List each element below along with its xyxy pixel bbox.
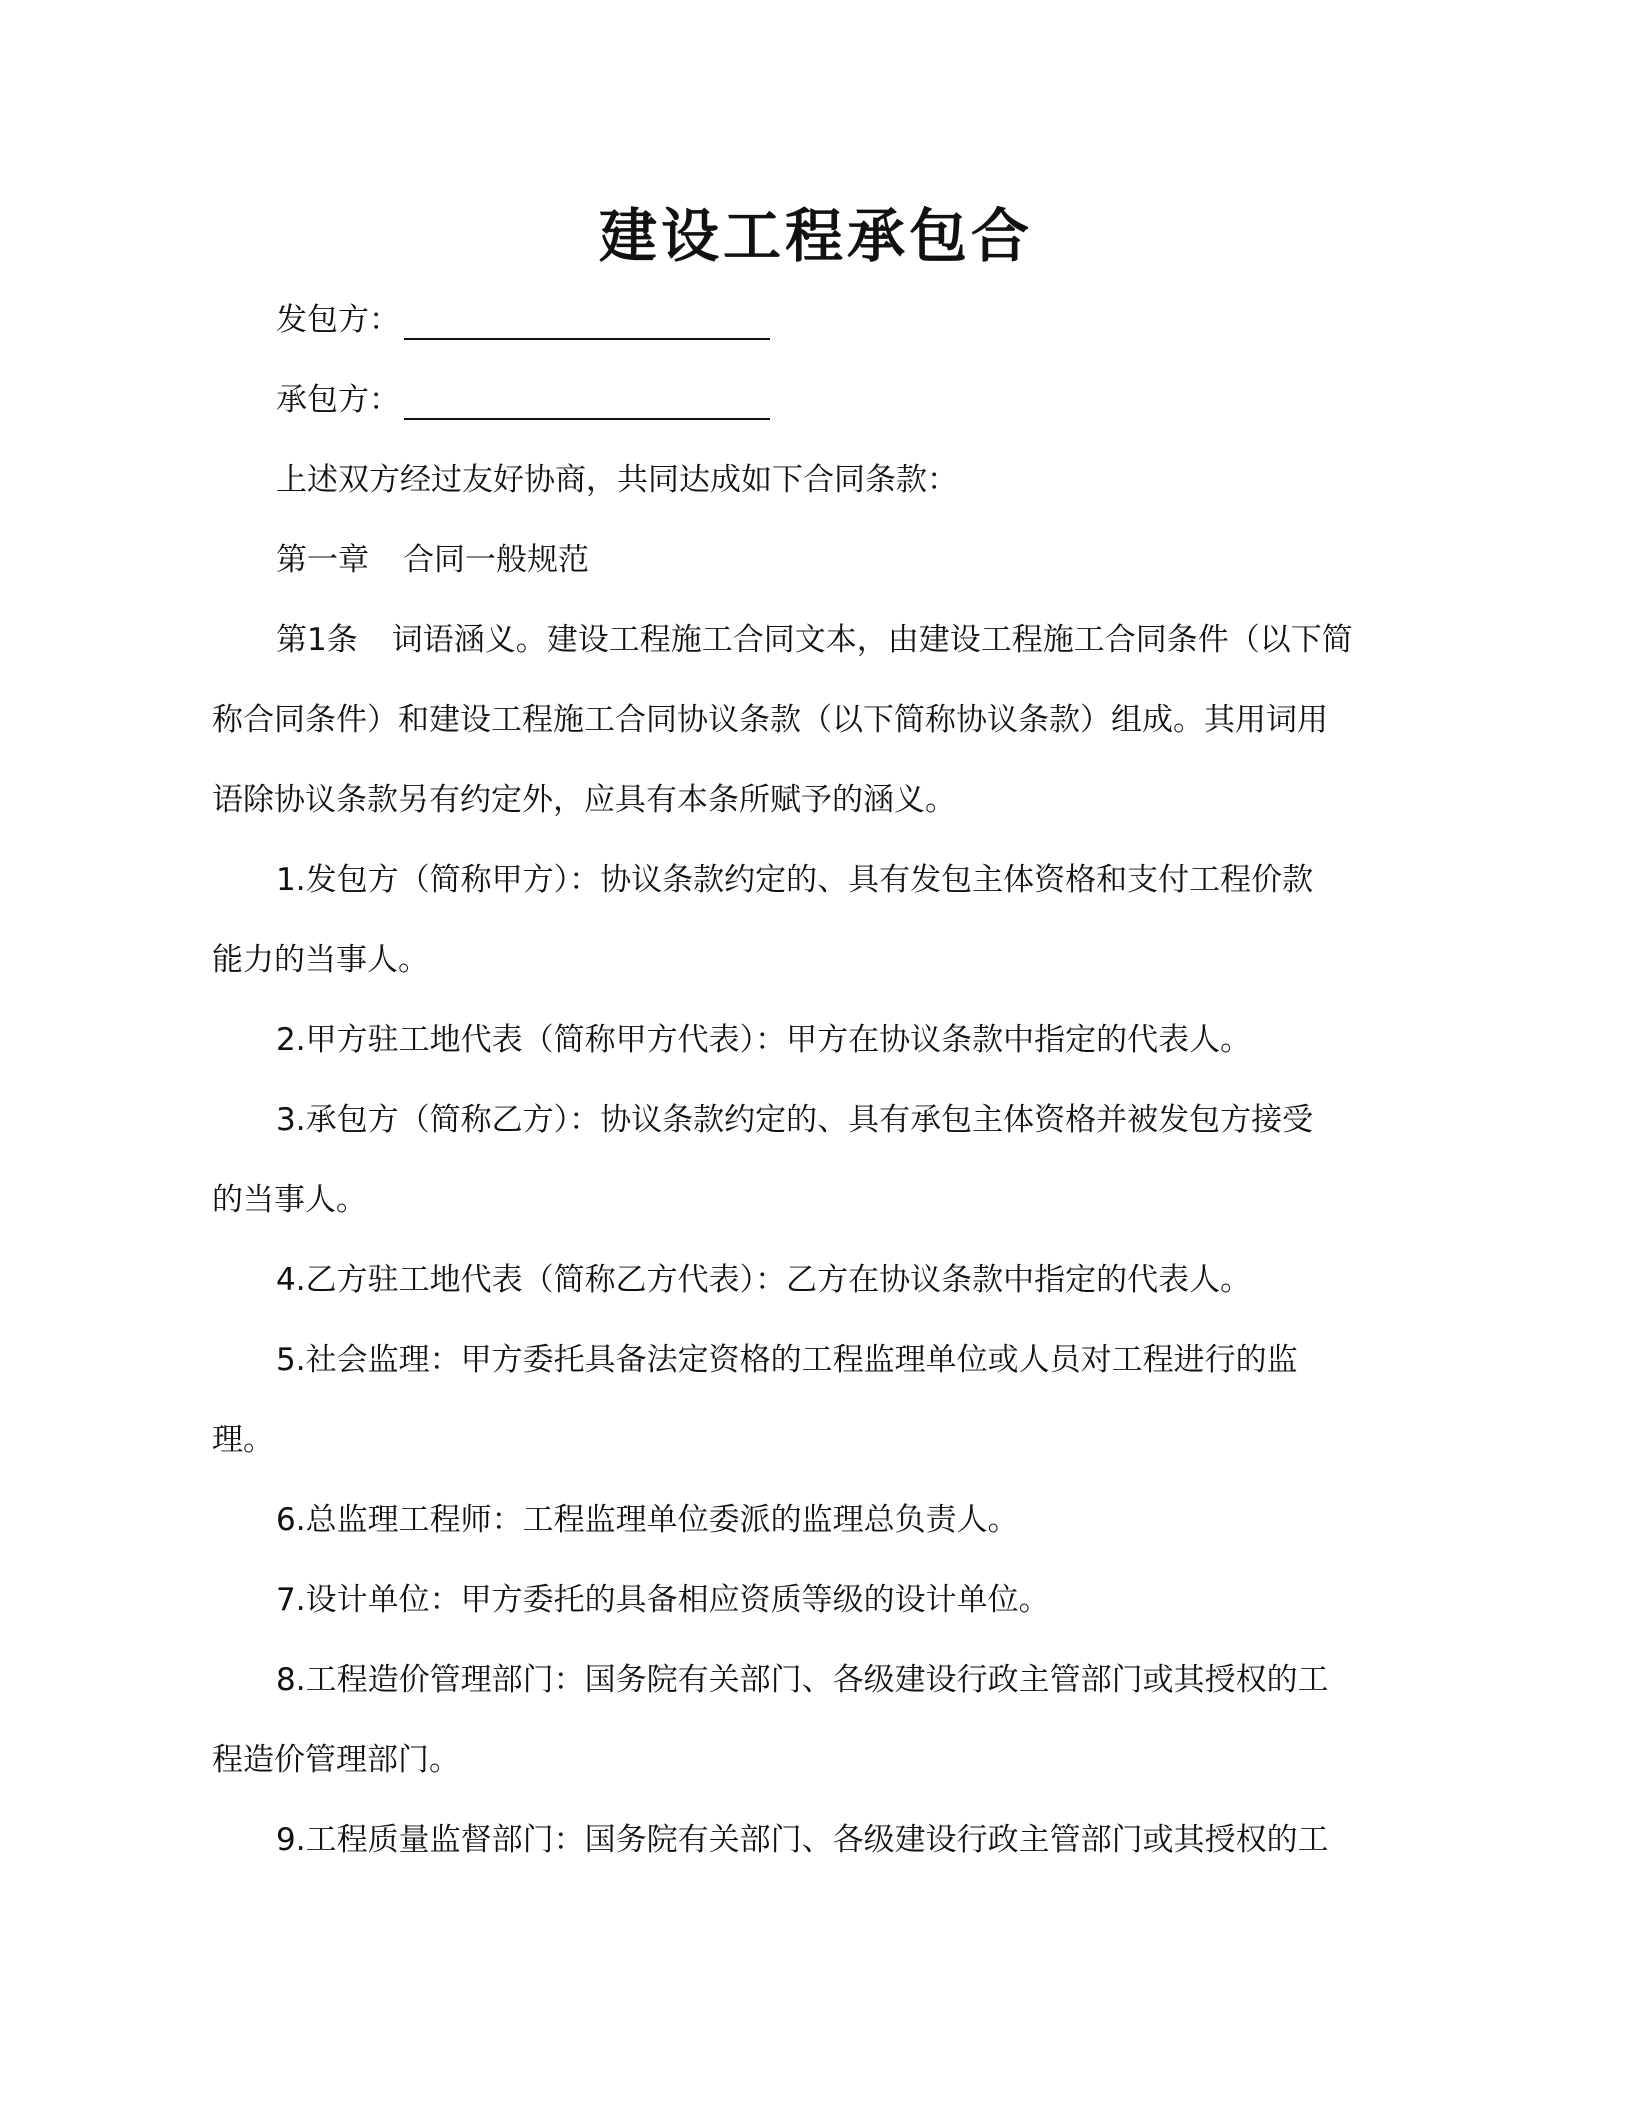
party-b-blank[interactable]	[404, 386, 770, 420]
party-a-label: 发包方：	[276, 302, 400, 338]
item-3-line-1: 3.承包方（简称乙方）：协议条款约定的、具有承包主体资格并被发包方接受	[276, 1102, 1314, 1138]
item-5-line-1: 5.社会监理：甲方委托具备法定资格的工程监理单位或人员对工程进行的监	[276, 1342, 1298, 1378]
item-1-line-2: 能力的当事人。	[212, 942, 429, 978]
item-1-line-1: 1.发包方（简称甲方）：协议条款约定的、具有发包主体资格和支付工程价款	[276, 862, 1314, 898]
item-8-line-1: 8.工程造价管理部门：国务院有关部门、各级建设行政主管部门或其授权的工	[276, 1662, 1329, 1698]
party-b-label: 承包方：	[276, 382, 400, 418]
item-5-line-2: 理。	[212, 1422, 274, 1458]
item-2-line-1: 2.甲方驻工地代表（简称甲方代表）：甲方在协议条款中指定的代表人。	[276, 1022, 1252, 1058]
article-1-line-2: 称合同条件）和建设工程施工合同协议条款（以下简称协议条款）组成。其用词用	[212, 702, 1328, 738]
chapter-number: 第一章	[276, 542, 369, 578]
article-1-line-1	[276, 620, 1353, 660]
party-a-blank[interactable]	[404, 306, 770, 340]
item-3-line-2: 的当事人。	[212, 1182, 367, 1218]
party-b-line	[276, 380, 770, 420]
article-1-number: 第1条	[276, 622, 358, 658]
article-1-line-3: 语除协议条款另有约定外，应具有本条所赋予的涵义。	[212, 782, 956, 818]
party-a-line	[276, 300, 770, 340]
document-title: 建设工程承包合	[598, 202, 1033, 270]
item-8-line-2: 程造价管理部门。	[212, 1742, 460, 1778]
chapter-title: 合同一般规范	[403, 542, 589, 578]
article-1-text-1: 词语涵义。建设工程施工合同文本，由建设工程施工合同条件（以下简	[391, 622, 1353, 658]
item-6-line-1: 6.总监理工程师：工程监理单位委派的监理总负责人。	[276, 1502, 1019, 1538]
item-7-line-1: 7.设计单位：甲方委托的具备相应资质等级的设计单位。	[276, 1582, 1050, 1618]
intro-paragraph: 上述双方经过友好协商，共同达成如下合同条款：	[276, 462, 958, 498]
item-4-line-1: 4.乙方驻工地代表（简称乙方代表）：乙方在协议条款中指定的代表人。	[276, 1262, 1252, 1298]
item-9-line-1: 9.工程质量监督部门：国务院有关部门、各级建设行政主管部门或其授权的工	[276, 1822, 1329, 1858]
chapter-heading	[276, 540, 589, 580]
